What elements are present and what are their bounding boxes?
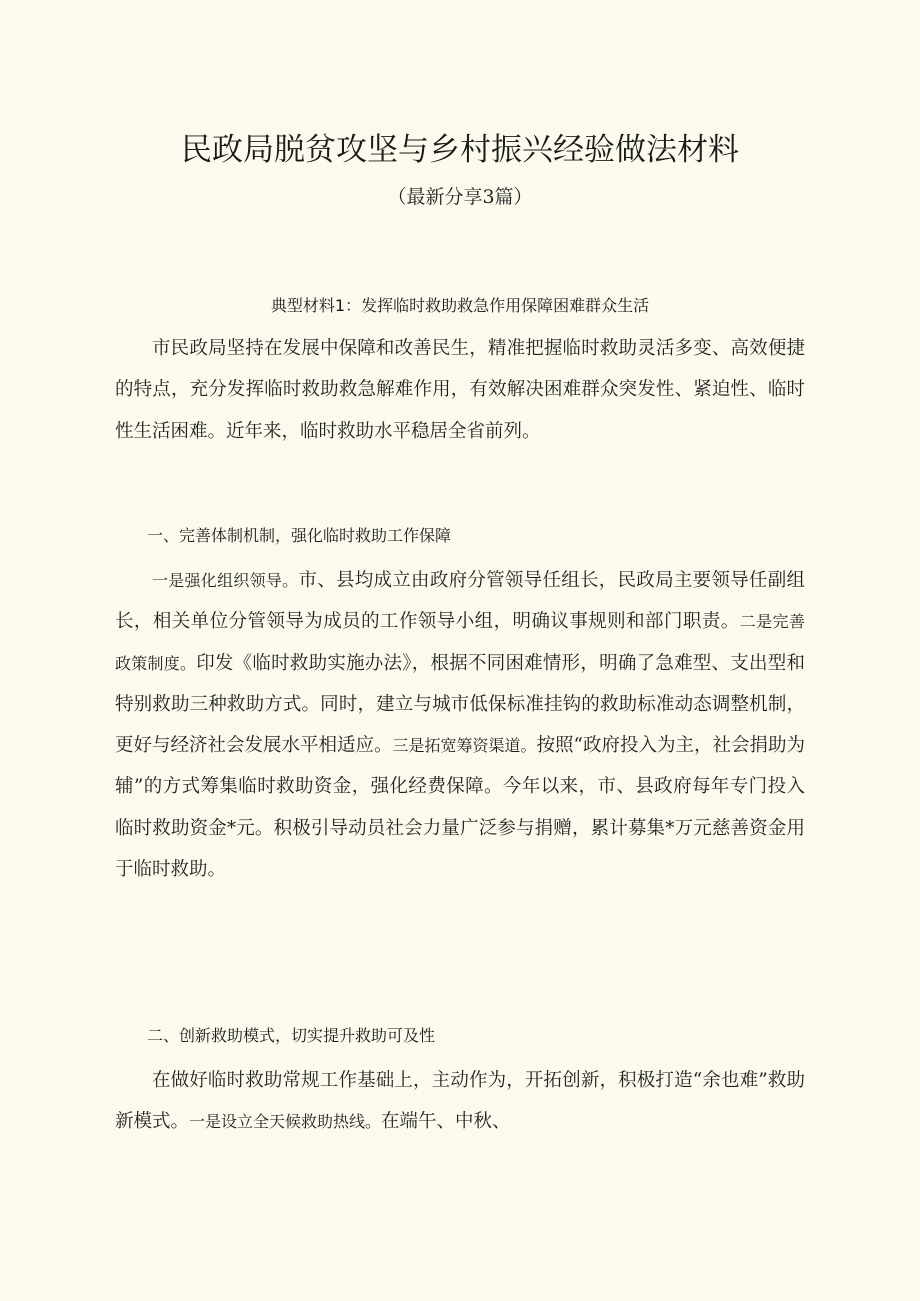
section-1-heading: 一、完善体制机制，强化临时救助工作保障 xyxy=(147,526,452,545)
document-subtitle: （最新分享3篇） xyxy=(387,186,533,208)
section-1-lead-3: 三是拓宽筹资渠道。 xyxy=(392,736,537,756)
section-2-text-2: 在端午、中秋、 xyxy=(381,1111,511,1133)
section-1-text-1: 市、县均成立由政府分管领导任组长，民政局主要领导任副组长，相关单位分管领导为成员的工作领导小组，明确议事规则和部门职责。 xyxy=(115,570,805,633)
section-2-lead-1: 一是设立全天候救助热线。 xyxy=(189,1112,382,1132)
intro-paragraph: 市民政局坚持在发展中保障和改善民生，精准把握临时救助灵活多变、高效便捷的特点，充分发挥临时救助救急解难作用，有效解决困难群众突发性、紧迫性、临时性生活困难。近年来，临时救助水平稳居全省前列。 xyxy=(115,338,805,442)
section-2-text-1: 在做好临时救助常规工作基础上，主动作为，开拓创新，积极打造“余也难”救助新模式。 xyxy=(115,1070,805,1133)
section-1-lead-2: 二是完善政策制度。 xyxy=(115,612,805,673)
document-title: 民政局脱贫攻坚与乡村振兴经验做法材料 xyxy=(181,132,739,168)
section-1-text-2: 印发《临时救助实施办法》，根据不同困难情形，明确了急难型、支出型和特别救助三种救助方式。同时，建立与城市低保标准挂钩的救助标准动态调整机制，更好与经济社会发展水平相适应。 xyxy=(115,652,805,757)
section-1-text-3: 按照“政府投入为主，社会捐助为辅”的方式筹集临时救助资金，强化经费保障。今年以来，市、县政府每年专门投入临时救助资金*元。积极引导动员社会力量广泛参与捐赠，累计募集*万元慈善资金用于临时救助。 xyxy=(115,735,805,881)
material-title: 典型材料1：发挥临时救助救急作用保障困难群众生活 xyxy=(270,296,650,315)
section-2-heading: 二、创新救助模式，切实提升救助可及性 xyxy=(147,1026,436,1045)
section-1-paragraph xyxy=(115,560,805,890)
section-1-lead-1: 一是强化组织领导。 xyxy=(152,571,299,590)
section-2-paragraph xyxy=(115,1060,805,1143)
